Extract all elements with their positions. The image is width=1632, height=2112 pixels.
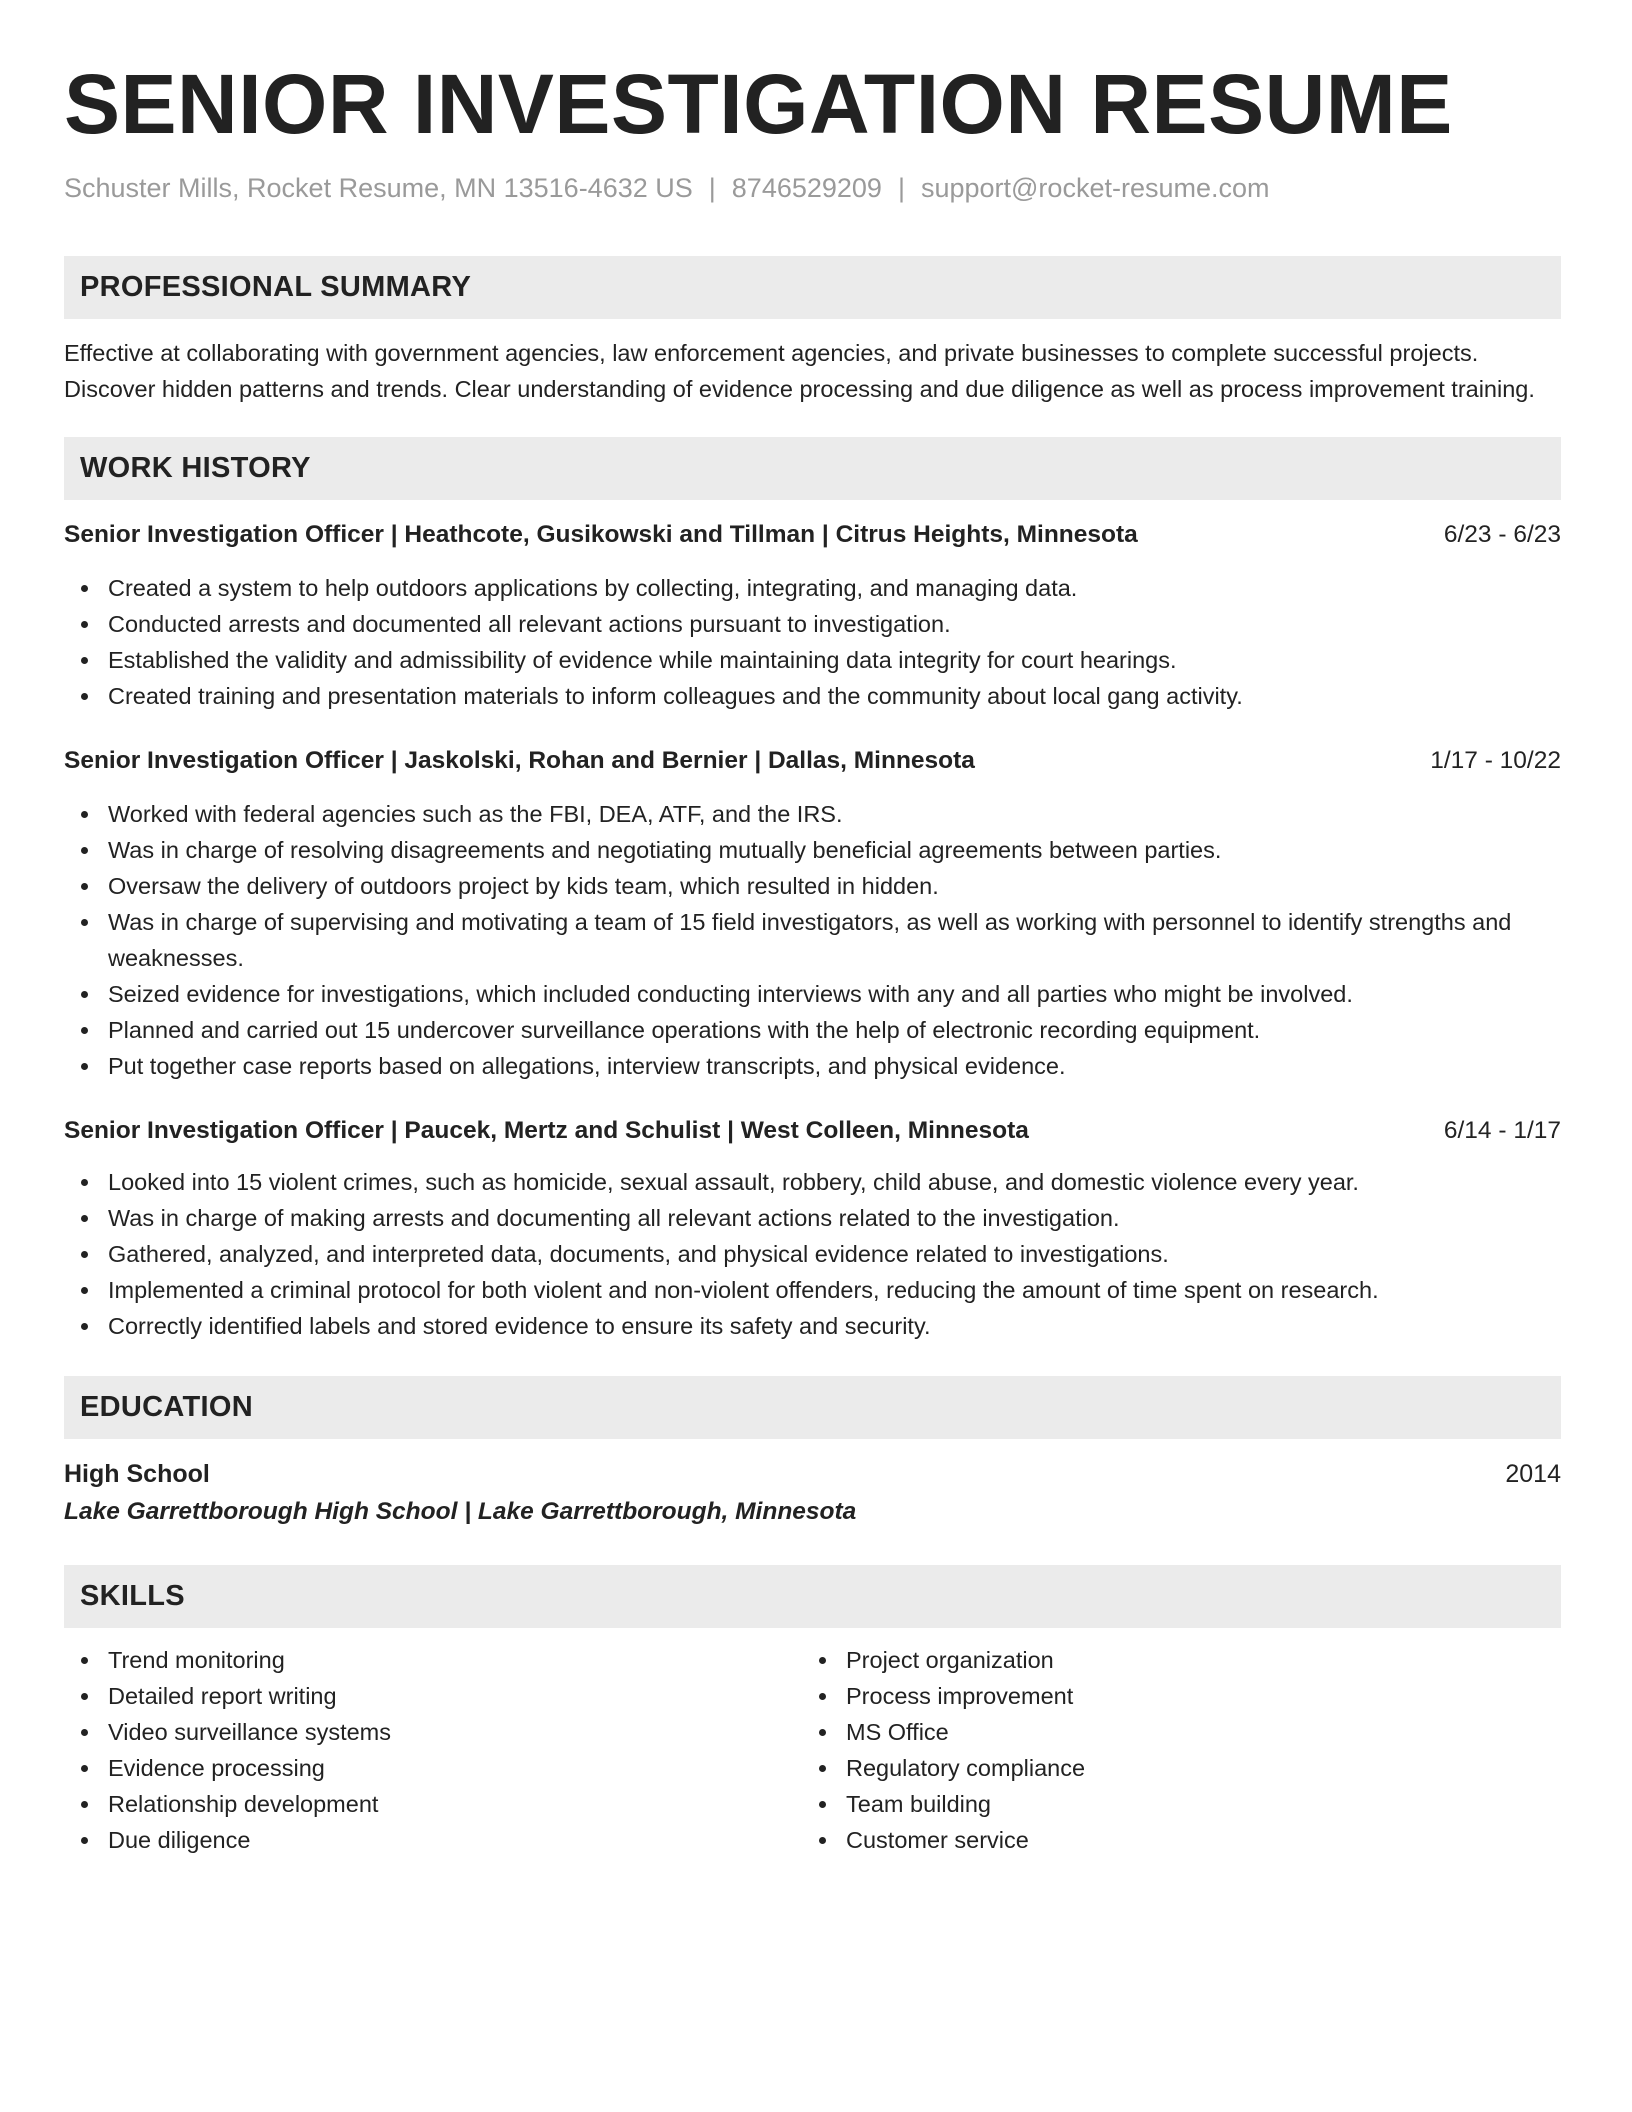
job-bullets: [64, 1164, 1561, 1344]
job-entry: [64, 744, 1561, 1084]
job-header: [64, 1114, 1561, 1148]
list-item: Looked into 15 violent crimes, such as homicide, sexual assault, robbery, child abuse, and domestic violence every year.: [64, 1164, 1561, 1200]
list-item: Was in charge of supervising and motivating a team of 15 field investigators, as well as working with personnel to identify strengths and weaknesses.: [64, 904, 1561, 976]
skill-item: Regulatory compliance: [802, 1750, 1540, 1786]
section-heading-education: EDUCATION: [64, 1376, 1561, 1439]
contact-separator: |: [897, 173, 905, 203]
skill-item: Evidence processing: [64, 1750, 802, 1786]
list-item: Worked with federal agencies such as the FBI, DEA, ATF, and the IRS.: [64, 796, 1561, 832]
contact-separator: |: [708, 173, 716, 203]
list-item: Was in charge of making arrests and documenting all relevant actions related to the investigation.: [64, 1200, 1561, 1236]
list-item: Created training and presentation materials to inform colleagues and the community about local gang activity.: [64, 678, 1561, 714]
skill-item: Video surveillance systems: [64, 1714, 802, 1750]
skill-item: Project organization: [802, 1642, 1540, 1678]
list-item: Correctly identified labels and stored evidence to ensure its safety and security.: [64, 1308, 1561, 1344]
job-header: [64, 744, 1561, 778]
job-bullets: [64, 570, 1561, 714]
skill-item: Customer service: [802, 1822, 1540, 1858]
section-heading-work-history: WORK HISTORY: [64, 437, 1561, 500]
list-item: Established the validity and admissibility of evidence while maintaining data integrity for court hearings.: [64, 642, 1561, 678]
list-item: Implemented a criminal protocol for both violent and non-violent offenders, reducing the amount of time spent on research.: [64, 1272, 1561, 1308]
job-header: [64, 518, 1561, 552]
contact-phone: 8746529209: [731, 173, 882, 203]
skill-item: Trend monitoring: [64, 1642, 802, 1678]
skills-list: [64, 1642, 1561, 1858]
skill-item: Team building: [802, 1786, 1540, 1822]
education-header: [64, 1455, 1561, 1493]
skill-item: Due diligence: [64, 1822, 802, 1858]
job-title: Senior Investigation Officer | Jaskolski, Rohan and Bernier | Dallas, Minnesota: [64, 747, 975, 774]
job-dates: 6/23 - 6/23: [1443, 521, 1561, 548]
skill-item: Process improvement: [802, 1678, 1540, 1714]
skill-item: Detailed report writing: [64, 1678, 802, 1714]
education-entry: [64, 1455, 1561, 1531]
list-item: Put together case reports based on allegations, interview transcripts, and physical evidence.: [64, 1048, 1561, 1084]
contact-email[interactable]: support@rocket-resume.com: [920, 173, 1270, 203]
summary-text: Effective at collaborating with government agencies, law enforcement agencies, and private businesses to complete successful projects. Discover hidden patterns and trends. Clear understanding of evidence processing and due diligence as well as process improvement training.: [64, 340, 1535, 402]
list-item: Gathered, analyzed, and interpreted data, documents, and physical evidence related to investigations.: [64, 1236, 1561, 1272]
contact-address: Schuster Mills, Rocket Resume, MN 13516-4632 US: [64, 173, 693, 203]
job-title: Senior Investigation Officer | Heathcote, Gusikowski and Tillman | Citrus Heights, Minnesota: [64, 521, 1138, 548]
skills-column-left: [64, 1642, 802, 1858]
skill-item: Relationship development: [64, 1786, 802, 1822]
list-item: Oversaw the delivery of outdoors project by kids team, which resulted in hidden.: [64, 868, 1561, 904]
job-dates: 1/17 - 10/22: [1430, 747, 1561, 774]
job-title: Senior Investigation Officer | Paucek, Mertz and Schulist | West Colleen, Minnesota: [64, 1117, 1029, 1144]
skills-column-right: [802, 1642, 1540, 1858]
job-bullets: [64, 796, 1561, 1084]
section-heading-summary: PROFESSIONAL SUMMARY: [64, 256, 1561, 319]
list-item: Conducted arrests and documented all relevant actions pursuant to investigation.: [64, 606, 1561, 642]
section-heading-skills: SKILLS: [64, 1565, 1561, 1628]
education-year: 2014: [1505, 1460, 1561, 1488]
resume-title: SENIOR INVESTIGATION RESUME: [64, 57, 1453, 151]
skill-item: MS Office: [802, 1714, 1540, 1750]
resume-page: [64, 56, 1561, 1858]
education-school: Lake Garrettborough High School | Lake Garrettborough, Minnesota: [64, 1498, 857, 1525]
job-dates: 6/14 - 1/17: [1443, 1117, 1561, 1144]
list-item: Was in charge of resolving disagreements and negotiating mutually beneficial agreements between parties.: [64, 832, 1561, 868]
list-item: Seized evidence for investigations, which included conducting interviews with any and all parties who might be involved.: [64, 976, 1561, 1012]
list-item: Planned and carried out 15 undercover surveillance operations with the help of electronic recording equipment.: [64, 1012, 1561, 1048]
list-item: Created a system to help outdoors applications by collecting, integrating, and managing data.: [64, 570, 1561, 606]
contact-line: [64, 172, 1561, 204]
job-entry: [64, 518, 1561, 714]
job-entry: [64, 1114, 1561, 1344]
education-degree: High School: [64, 1460, 210, 1488]
